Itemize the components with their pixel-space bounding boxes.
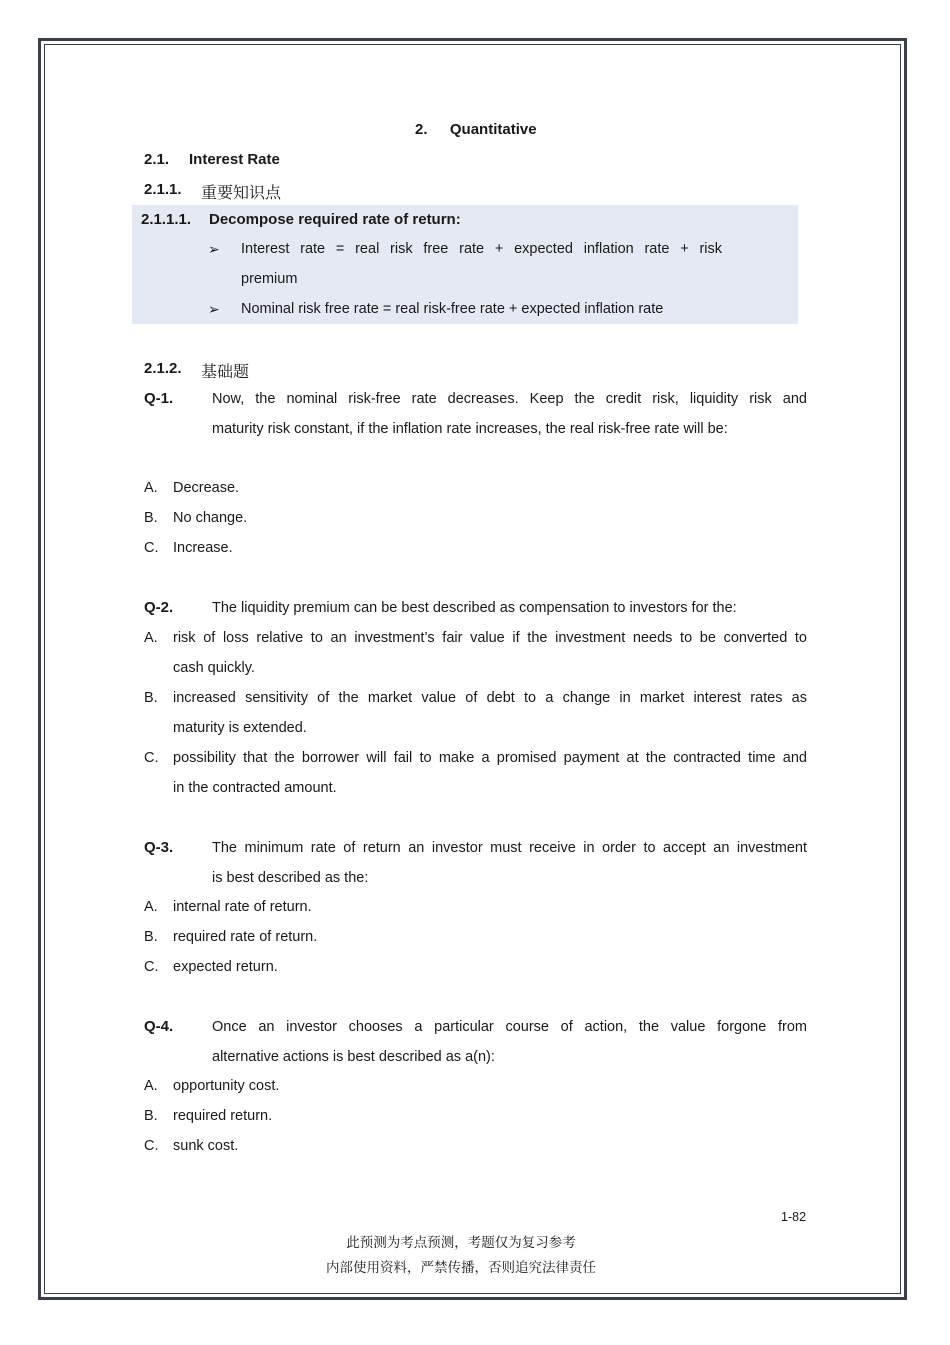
- option-letter: C.: [144, 959, 159, 975]
- option-letter: B.: [144, 929, 158, 945]
- question-label: Q-3.: [144, 839, 174, 856]
- chapter-heading: [415, 121, 537, 138]
- subsection1-title: 重要知识点: [201, 185, 282, 202]
- option-letter: B.: [144, 510, 158, 526]
- question-text-line1: Now, the nominal risk-free rate decreases. Keep the credit risk, liquidity risk and: [212, 391, 807, 407]
- option-text: required return.: [173, 1108, 273, 1124]
- chapter-number: 2.: [415, 121, 428, 138]
- option-text: Increase.: [173, 540, 233, 556]
- option-letter: B.: [144, 690, 158, 706]
- subsection2-title: 基础题: [201, 364, 250, 381]
- subsection1-number: 2.1.1.: [144, 181, 182, 198]
- question-text-line1: The minimum rate of return an investor must receive in order to accept an investment: [212, 840, 807, 856]
- question-label: Q-4.: [144, 1018, 174, 1035]
- page-number: 1-82: [781, 1210, 807, 1224]
- option-letter: C.: [144, 1138, 159, 1154]
- option-text: sunk cost.: [173, 1138, 239, 1154]
- option-letter: C.: [144, 540, 159, 556]
- option-text: No change.: [173, 510, 248, 526]
- option-letter: A.: [144, 480, 158, 496]
- section-title: Interest Rate: [189, 151, 280, 168]
- question-text-line1: Once an investor chooses a particular course of action, the value forgone from: [212, 1019, 807, 1035]
- box-title: Decompose required rate of return:: [209, 211, 461, 228]
- question-label: Q-2.: [144, 599, 174, 616]
- option-text-line1: increased sensitivity of the market value of debt to a change in market interest rates as: [173, 690, 807, 706]
- option-letter: C.: [144, 750, 159, 766]
- option-text: required rate of return.: [173, 929, 318, 945]
- option-text-line2: maturity is extended.: [173, 720, 307, 736]
- option-letter: B.: [144, 1108, 158, 1124]
- question-text-line1: The liquidity premium can be best described as compensation to investors for the:: [212, 600, 737, 616]
- bullet1-line2: premium: [241, 271, 298, 287]
- option-text-line2: cash quickly.: [173, 660, 255, 676]
- question-label: Q-1.: [144, 390, 174, 407]
- option-letter: A.: [144, 1078, 158, 1094]
- option-text-line1: possibility that the borrower will fail to make a promised payment at the contracted time and: [173, 750, 807, 766]
- bullet1-line1: Interest rate = real risk free rate + expected inflation rate + risk: [241, 241, 722, 257]
- question-text-line2: alternative actions is best described as a(n):: [212, 1049, 495, 1065]
- question-text-line2: is best described as the:: [212, 870, 369, 886]
- option-text: Decrease.: [173, 480, 240, 496]
- option-text: expected return.: [173, 959, 278, 975]
- option-text-line2: in the contracted amount.: [173, 780, 337, 796]
- option-letter: A.: [144, 899, 158, 915]
- question-text-line2: maturity risk constant, if the inflation rate increases, the real risk-free rate will be:: [212, 421, 728, 437]
- subsection2-number: 2.1.2.: [144, 360, 182, 377]
- footer-line1: 此预测为考点预测，考题仅为复习参考: [346, 1235, 576, 1250]
- box-number: 2.1.1.1.: [141, 211, 192, 228]
- chapter-title: Quantitative: [449, 121, 537, 138]
- bullet-arrow-icon: ➢: [208, 241, 220, 257]
- bullet2-text: Nominal risk free rate = real risk-free rate + expected inflation rate: [241, 301, 664, 317]
- option-text-line1: risk of loss relative to an investment’s fair value if the investment needs to be converted to: [173, 630, 807, 646]
- option-letter: A.: [144, 630, 158, 646]
- section-heading: [144, 151, 169, 168]
- section-number: 2.1.: [144, 151, 170, 168]
- option-text: opportunity cost.: [173, 1078, 280, 1094]
- bullet-arrow-icon: ➢: [208, 301, 220, 317]
- option-text: internal rate of return.: [173, 899, 312, 915]
- footer-line2: 内部使用资料，严禁传播，否则追究法律责任: [326, 1260, 596, 1275]
